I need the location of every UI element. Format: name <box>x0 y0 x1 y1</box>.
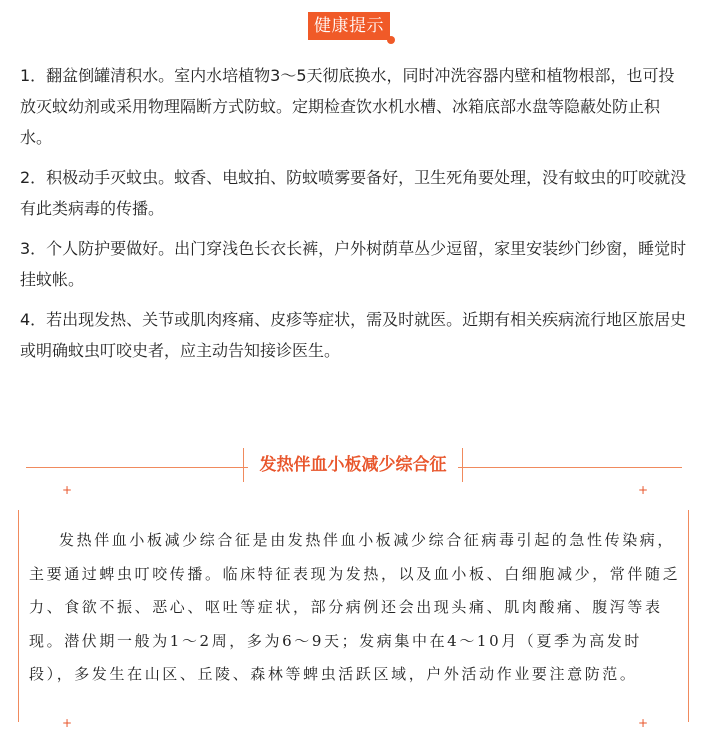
heading-title-frame <box>243 448 463 482</box>
plus-icon: + <box>638 483 649 497</box>
tip-item-3: 3．个人防护要做好。出门穿浅色长衣长裤，户外树荫草丛少逗留，家里安装纱门纱窗，睡觉时挂蚊帐。 <box>20 239 687 289</box>
health-tip-header <box>0 8 707 48</box>
section-heading <box>0 448 707 508</box>
plus-icon: + <box>62 483 73 497</box>
section-title: 发热伴血小板减少综合征 <box>259 455 447 475</box>
tip-item-4: 4．若出现发热、关节或肌肉疼痛、皮疹等症状，需及时就医。近期有相关疾病流行地区旅居史或明确蚊虫叮咬史者，应主动告知接诊医生。 <box>20 310 687 360</box>
disease-description: 发热伴血小板减少综合征是由发热伴血小板减少综合征病毒引起的急性传染病，主要通过蜱虫叮咬传播。临床特征表现为发热，以及血小板、白细胞减少，常伴随乏力、食欲不振、恶心、呕吐等症状，部分病例还会出现头痛、肌肉酸痛、腹泻等表现。潜伏期一般为1～2周，多为6～9天；发病集中在4～10月（夏季为高发时段），多发生在山区、丘陵、森林等蜱虫活跃区域，户外活动作业要注意防范。 <box>29 531 681 683</box>
plus-icon: + <box>62 716 73 730</box>
health-tip-tag: 健康提示 <box>308 12 390 40</box>
plus-icon: + <box>638 716 649 730</box>
description-box <box>18 510 689 722</box>
tag-dot-decoration <box>387 36 395 44</box>
tip-item-1: 1．翻盆倒罐清积水。室内水培植物3～5天彻底换水，同时冲洗容器内壁和植物根部，也可投放灭蚊幼剂或采用物理隔断方式防蚊。定期检查饮水机水槽、冰箱底部水盘等隐蔽处防止积水。 <box>20 66 675 147</box>
tip-item-2: 2．积极动手灭蚊虫。蚊香、电蚊拍、防蚊喷雾要备好，卫生死角要处理，没有蚊虫的叮咬就没有此类病毒的传播。 <box>20 168 687 218</box>
heading-line-left <box>26 467 248 468</box>
tips-list <box>20 60 688 375</box>
heading-line-right <box>458 467 682 468</box>
